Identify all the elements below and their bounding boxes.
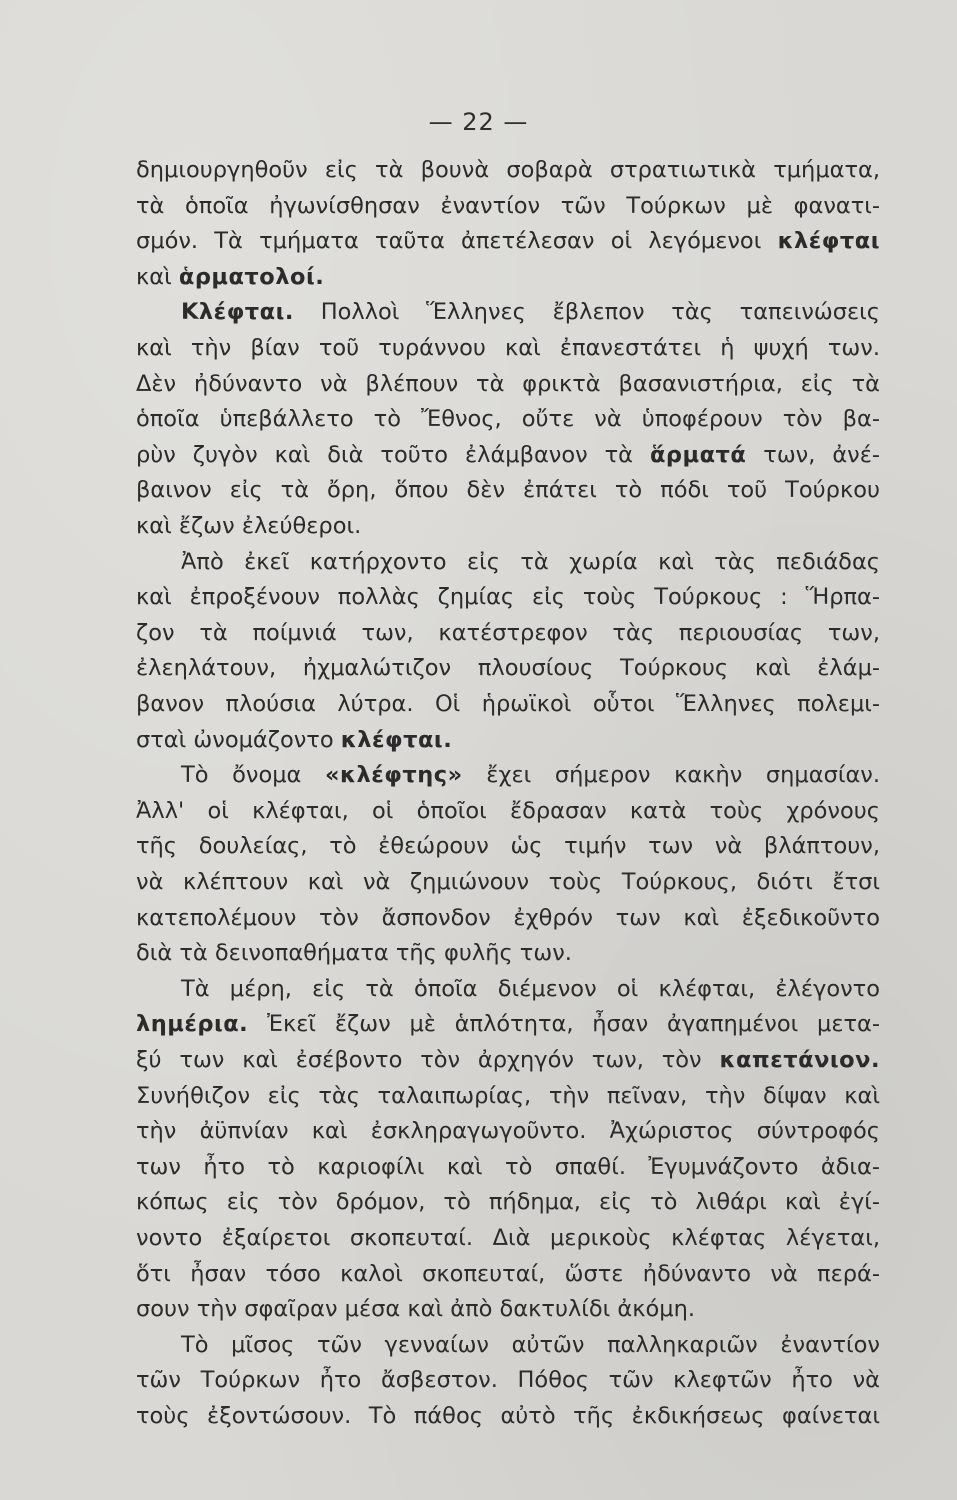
text-line — [136, 221, 880, 261]
bold-term: λημέρια. — [136, 1011, 249, 1038]
text-segment: τὴν ἀϋπνίαν καὶ ἐσκληραγωγοῦντο. Ἀχώριστος σύντροφός — [136, 1118, 880, 1145]
text-line — [136, 435, 880, 475]
text-line — [136, 969, 880, 1009]
text-line — [136, 684, 880, 724]
text-line — [136, 826, 880, 866]
text-segment: κατεπολέμουν τὸν ἄσπονδον ἐχθρόν των καὶ ἐξεδικοῦντο — [136, 904, 880, 931]
text-line — [136, 470, 880, 510]
bold-term: Κλέφται. — [181, 299, 294, 326]
text-line — [136, 1218, 880, 1258]
text-segment: Τὰ μέρη, εἰς τὰ ὁποῖα διέμενον οἱ κλέφται, ἐλέγοντο — [136, 975, 880, 1002]
text-segment: δημιουργηθοῦν εἰς τὰ βουνὰ σοβαρὰ στρατιωτικὰ τμήματα, — [136, 157, 880, 183]
text-line — [136, 506, 880, 546]
text-line — [136, 1040, 880, 1080]
text-segment: ζον τὰ ποίμνιά των, κατέστρεφον τὰς περιουσίας των, — [136, 619, 880, 646]
text-segment: ἐλεηλάτουν, ἠχμαλώτιζον πλουσίους Τούρκους καὶ ἐλάμ- — [136, 655, 880, 682]
text-line — [136, 257, 880, 297]
text-line — [136, 1111, 880, 1151]
text-segment: Ἀπὸ ἐκεῖ κατήρχοντο εἰς τὰ χωρία καὶ τὰς πεδιάδας — [136, 548, 880, 575]
text-segment: Ἐκεῖ ἔζων μὲ ἁπλότητα, ἦσαν ἀγαπημένοι μετα- — [248, 1011, 880, 1038]
text-line — [136, 364, 880, 404]
text-segment: καὶ — [136, 263, 179, 290]
text-segment: βαινον εἰς τὰ ὄρη, ὅπου δὲν ἐπάτει τὸ πόδι τοῦ Τούρκου — [136, 477, 880, 504]
text-segment: Πολλοὶ Ἕλληνες ἔβλεπον τὰς ταπεινώσεις — [293, 299, 880, 326]
text-line — [136, 1360, 880, 1400]
bold-term: ἅρματά — [649, 441, 747, 468]
text-line — [136, 755, 880, 795]
text-line — [136, 1254, 880, 1294]
text-line — [136, 862, 880, 902]
text-line — [136, 613, 880, 653]
text-line — [136, 1325, 880, 1365]
text-line — [136, 1396, 880, 1436]
text-segment: διὰ τὰ δεινοπαθήματα τῆς φυλῆς των. — [136, 940, 572, 967]
text-segment: ρὺν ζυγὸν καὶ διὰ τοῦτο ἐλάμβανον τὰ — [136, 441, 650, 468]
text-segment: καὶ ἐπροξένουν πολλὰς ζημίας εἰς τοὺς Τούρκους : Ἥρπα- — [136, 584, 880, 611]
text-line — [136, 1076, 880, 1116]
text-line — [136, 898, 880, 938]
text-segment: σταὶ ὠνομάζοντο — [136, 726, 341, 753]
text-line — [136, 292, 880, 332]
text-line — [136, 577, 880, 617]
text-line — [136, 648, 880, 688]
text-segment: Δὲν ἠδύναντο νὰ βλέπουν τὰ φρικτὰ βασανιστήρια, εἰς τὰ — [136, 370, 880, 397]
text-line — [136, 933, 880, 973]
text-segment: ἔχει σήμερον κακὴν σημασίαν. — [462, 762, 880, 789]
text-segment: νοντο ἐξαίρετοι σκοπευταί. Διὰ μερικοὺς κλέφτας λέγεται, — [136, 1225, 880, 1251]
text-segment: των ἦτο τὸ καριοφίλι καὶ τὸ σπαθί. Ἐγυμνάζοντο ἀδια- — [136, 1153, 880, 1180]
text-segment: Συνήθιζον εἰς τὰς ταλαιπωρίας, τὴν πεῖναν, τὴν δίψαν καὶ — [136, 1082, 880, 1109]
text-line — [136, 1182, 880, 1222]
text-segment: τοὺς ἐξοντώσουν. Τὸ πάθος αὐτὸ τῆς ἐκδικήσεως φαίνεται — [136, 1403, 880, 1429]
text-line — [136, 720, 880, 760]
text-line — [136, 1289, 880, 1329]
text-segment — [136, 299, 181, 325]
text-line — [136, 542, 880, 582]
text-segment: κόπως εἰς τὸν δρόμον, τὸ πήδημα, εἰς τὸ λιθάρι καὶ ἐγί- — [136, 1189, 880, 1216]
text-segment: καὶ ἔζων ἐλεύθεροι. — [136, 513, 362, 539]
bold-term: καπετάνιον. — [719, 1047, 880, 1073]
text-segment: τῆς δουλείας, τὸ ἐθεώρουν ὡς τιμήν των νὰ βλάπτουν, — [136, 833, 880, 860]
text-segment: τῶν Τούρκων ἦτο ἄσβεστον. Πόθος τῶν κλεφτῶν ἦτο νὰ — [136, 1367, 880, 1394]
text-line — [136, 399, 880, 439]
text-segment: καὶ τὴν βίαν τοῦ τυράννου καὶ ἐπανεστάτει ἡ ψυχή των. — [136, 335, 880, 361]
text-segment: τὰ ὁποῖα ἠγωνίσθησαν ἐναντίον τῶν Τούρκων μὲ φανατι- — [136, 192, 880, 219]
text-segment: σουν τὴν σφαῖραν μέσα καὶ ἀπὸ δακτυλίδι ἀκόμη. — [136, 1296, 696, 1323]
text-line — [136, 1147, 880, 1187]
text-segment: Τὸ μῖσος τῶν γενναίων αὐτῶν παλληκαριῶν ἐναντίον — [136, 1331, 880, 1358]
text-line — [136, 150, 880, 190]
page-number: — 22 — — [428, 108, 529, 136]
text-line — [136, 186, 880, 226]
text-segment: ξύ των καὶ ἐσέβοντο τὸν ἀρχηγόν των, τὸν — [136, 1047, 720, 1073]
text-line — [136, 791, 880, 831]
text-segment: Ἀλλ' οἱ κλέφται, οἱ ὁποῖοι ἔδρασαν κατὰ τοὺς χρόνους — [136, 797, 880, 824]
text-segment: νὰ κλέπτουν καὶ νὰ ζημιώνουν τοὺς Τούρκους, διότι ἔτσι — [136, 869, 880, 895]
bold-term: κλέφται — [777, 228, 880, 255]
text-segment: Τὸ ὄνομα — [136, 762, 326, 789]
bold-term: κλέφται. — [340, 726, 453, 753]
text-line — [136, 328, 880, 368]
bold-term: «κλέφτης» — [325, 762, 463, 789]
text-segment: ὁποῖα ὑπεβάλλετο τὸ Ἔθνος, οὔτε νὰ ὑποφέρουν τὸν βα- — [136, 406, 880, 433]
bold-term: ἁρματολοί. — [178, 263, 325, 290]
text-segment: σμόν. Τὰ τμήματα ταῦτα ἀπετέλεσαν οἱ λεγόμενοι — [136, 228, 778, 255]
text-segment: βανον πλούσια λύτρα. Οἱ ἡρωϊκοὶ οὗτοι Ἕλληνες πολεμι- — [136, 691, 880, 717]
text-segment: ὅτι ἦσαν τόσο καλοὶ σκοπευταί, ὥστε ἠδύναντο νὰ περά- — [136, 1260, 880, 1287]
text-line — [136, 1004, 880, 1044]
text-segment: των, ἀνέ- — [746, 441, 881, 468]
